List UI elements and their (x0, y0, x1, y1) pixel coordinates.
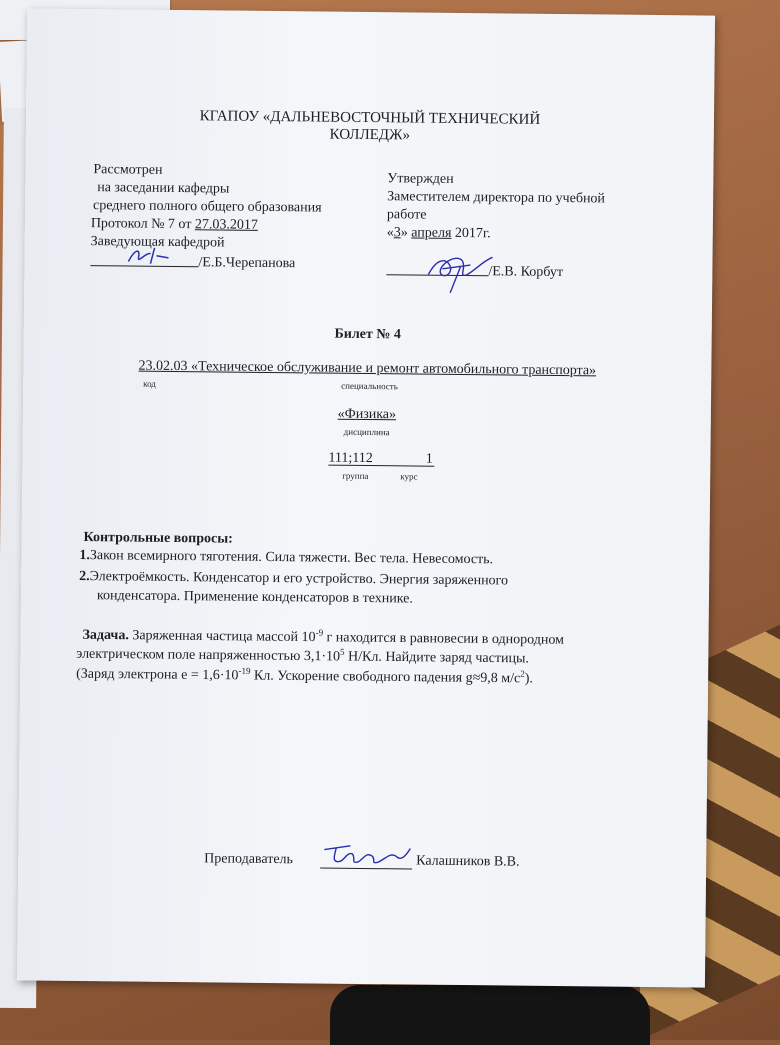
task-line3-exp2: 2 (520, 668, 525, 679)
discipline: «Физика» (337, 406, 397, 423)
teacher-name: Калашников В.В. (416, 853, 520, 870)
question-1 (79, 547, 493, 568)
task-line-3 (76, 661, 533, 687)
deputy-position: Заместителем директора по учебной (387, 189, 606, 207)
question-1-text: Закон всемирного тяготения. Сила тяжести. Вес тела. Невесомость. (89, 548, 494, 568)
protocol-date: 27.03.2017 (194, 217, 258, 233)
approved-label: Утвержден (387, 171, 454, 187)
date-day: 3 (393, 225, 401, 241)
head-name: /Е.Б.Черепанова (198, 255, 296, 272)
reviewed-label: Рассмотрен (93, 162, 163, 178)
discipline-caption: дисциплина (343, 426, 390, 438)
question-2 (79, 568, 508, 589)
question-2-continued: конденсатора. Применение конденсаторов в технике. (96, 588, 414, 607)
teacher-label: Преподаватель (204, 851, 294, 868)
deputy-name: /Е.В. Корбут (488, 264, 564, 281)
ticket-title: Билет № 4 (334, 326, 401, 343)
task-line1-exp: -9 (315, 627, 324, 638)
specialty-caption: специальность (341, 380, 398, 392)
task-line3-b: Кл. Ускорение свободного падения g≈9,8 м/с (250, 668, 521, 687)
date-year: 2017г. (451, 225, 491, 242)
question-1-number: 1. (79, 548, 90, 564)
dark-object (330, 985, 650, 1045)
task-line2-b: Н/Кл. Найдите заряд частицы. (344, 649, 529, 667)
exam-ticket-page (17, 8, 715, 987)
department-name: среднего полного общего образования (92, 198, 322, 216)
deputy-position-cont: работе (386, 207, 427, 223)
task-line3-exp: -19 (238, 665, 251, 676)
question-2-number: 2. (79, 569, 90, 585)
date-quote-open: « (386, 225, 394, 241)
group-value: 111;112 (328, 450, 373, 467)
task-line3-a: (Заряд электрона е = 1,6·10 (76, 666, 239, 684)
questions-heading: Контрольные вопросы: (83, 530, 233, 547)
course-caption: курс (400, 471, 418, 482)
course-value: 1 (425, 451, 433, 467)
task-line1-a: Заряженная частица массой 10 (128, 628, 316, 646)
code-caption: код (143, 378, 156, 389)
date-month: апреля (411, 225, 452, 241)
protocol-label: Протокол № 7 от (90, 216, 195, 233)
task-line3-c: ). (524, 671, 534, 687)
department-meeting: на заседании кафедры (97, 180, 230, 197)
task-line2-exp: 5 (340, 646, 345, 657)
head-of-department-label: Заведующая кафедрой (90, 234, 225, 251)
college-name-line2: КОЛЛЕДЖ» (329, 126, 411, 144)
group-caption: группа (342, 470, 369, 482)
head-signature (124, 243, 174, 268)
task-label: Задача. (82, 627, 129, 644)
date-quote-close: » (400, 225, 412, 241)
specialty: 23.02.03 «Техническое обслуживание и ремонт автомобильного транспорта» (138, 358, 597, 379)
teacher-signature (320, 836, 416, 871)
college-name-line1: КГАПОУ «ДАЛЬНЕВОСТОЧНЫЙ ТЕХНИЧЕСКИЙ (199, 108, 541, 128)
task-line2-a: электрическом поле напряженностью 3,1·10 (76, 646, 341, 665)
question-2-text: Электроёмкость. Конденсатор и его устройство. Энергия заряженного (89, 569, 509, 589)
task-line1-b: г находится в равновесии в однородном (322, 630, 565, 648)
protocol-line (91, 215, 258, 234)
